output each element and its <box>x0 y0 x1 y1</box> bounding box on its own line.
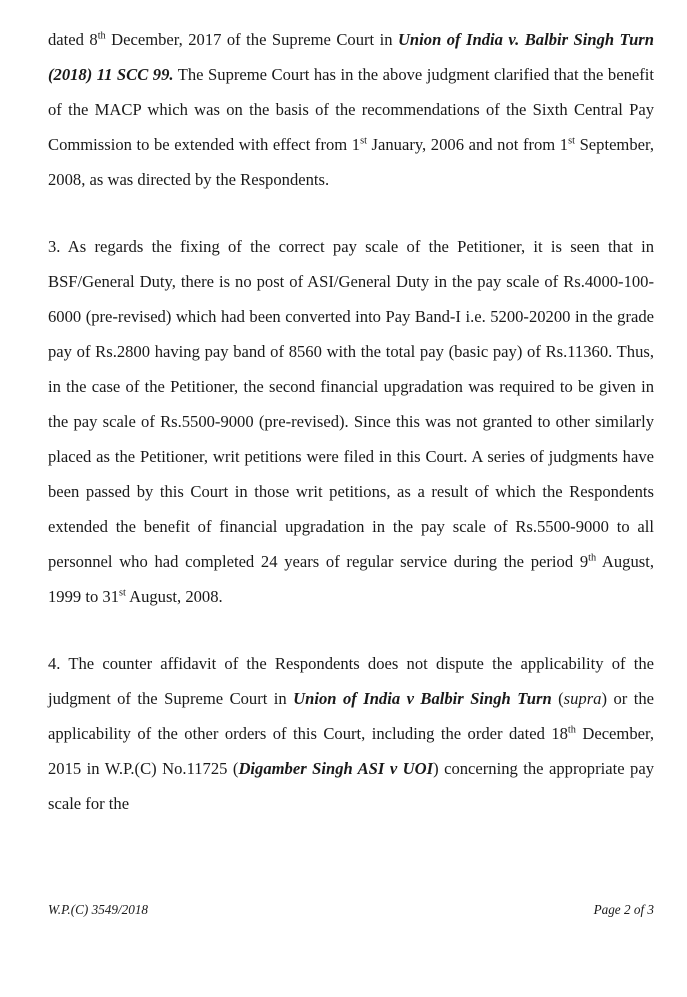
ordinal-suffix: st <box>568 135 575 147</box>
paragraph-3: 3. As regards the fixing of the correct pay scale of the Petitioner, it is seen that in BSF/General Duty, there is no post of ASI/General Duty in the pay scale of Rs.4000-100-6000 (pre-revised) which had been converted into Pay Band-I i.e. 5200-20200 in the grade pay of Rs.2800 having pay band of 8560 with the total pay (basic pay) of Rs.11360. Thus, in the case of the Petitioner, the second financial upgradation was required to be given in the pay scale of Rs.5500-9000 (pre-revised). Since this was not granted to other similarly placed as the Petitioner, writ petitions were filed in this Court. A series of judgments have been passed by this Court in those writ petitions, as a result of which the Respondents extended the benefit of financial upgradation in the pay scale of Rs.5500-9000 to all personnel who had completed 24 years of regular service during the period 9th August, 1999 to 31st August, 2008. <box>48 237 654 606</box>
ordinal-suffix: th <box>567 724 576 736</box>
ordinal-suffix: th <box>588 552 597 564</box>
ordinal-suffix: st <box>360 135 367 147</box>
footer-page-number: Page 2 of 3 <box>593 902 654 917</box>
ordinal-suffix: th <box>97 30 106 42</box>
citation-text: Union of India v Balbir Singh Turn <box>293 689 552 708</box>
citation-text: supra <box>563 689 602 708</box>
citation-text: Digamber Singh ASI v UOI <box>238 759 434 778</box>
paragraph-4: 4. The counter affidavit of the Respondents does not dispute the applicability of the judgment of the Supreme Court in Union of India v Balbir Singh Turn (supra) or the applicability of the other orders of this Court, including the order dated 18th December, 2015 in W.P.(C) No.11725 (Digamber Singh ASI v UOI) concerning the appropriate pay scale for the <box>48 654 655 813</box>
page-footer <box>48 902 654 918</box>
document-body <box>48 22 654 821</box>
ordinal-suffix: st <box>119 587 126 599</box>
footer-case-number: W.P.(C) 3549/2018 <box>48 902 149 917</box>
paragraph-continuation: dated 8th December, 2017 of the Supreme Court in Union of India v. Balbir Singh Turn (2018) 11 SCC 99. The Supreme Court has in the above judgment clarified that the benefit of the MACP which was on the basis of the recommendations of the Sixth Central Pay Commission to be extended with effect from 1st January, 2006 and not from 1st September, 2008, as was directed by the Respondents. <box>48 30 655 189</box>
citation-text: Union of India v. Balbir Singh Turn (2018) 11 SCC 99. <box>48 30 654 84</box>
